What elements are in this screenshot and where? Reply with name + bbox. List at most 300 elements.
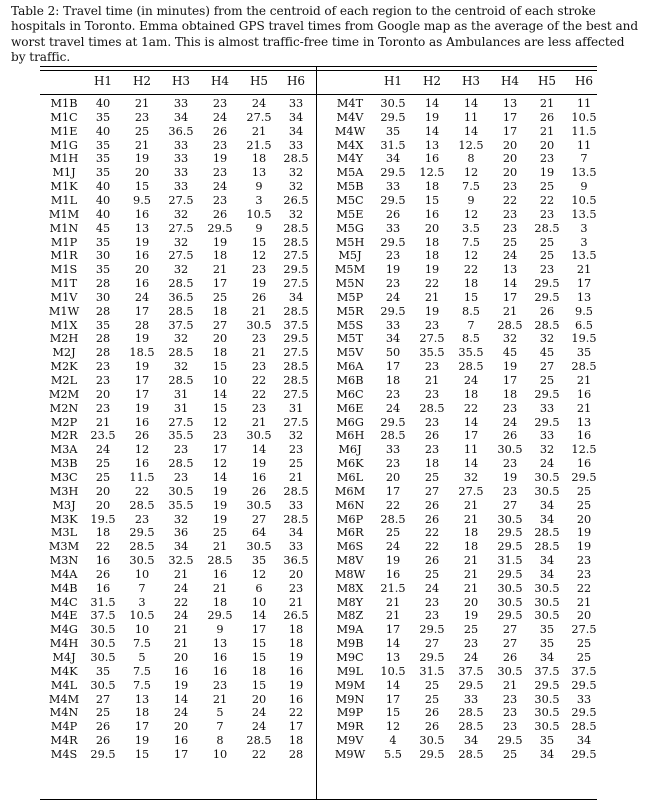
travel-time-cell: 31.5	[419, 664, 445, 678]
travel-time-cell: 37.5	[571, 664, 597, 678]
travel-time-cell: 29.5	[571, 678, 597, 692]
travel-time-cell: 9	[467, 193, 475, 207]
travel-time-cell: 13	[576, 415, 592, 429]
table-row	[40, 388, 597, 402]
travel-time-cell: 23	[502, 221, 518, 235]
travel-time-cell: 14	[212, 470, 228, 484]
travel-time-cell: 25	[95, 706, 111, 720]
table-row	[40, 416, 597, 430]
header-right-h3: H3	[461, 74, 481, 88]
table-row	[40, 305, 597, 319]
travel-time-cell: 23	[385, 277, 401, 291]
travel-time-cell: 23	[502, 207, 518, 221]
travel-time-cell: 37.5	[90, 609, 116, 623]
travel-time-cell: 24	[173, 609, 189, 623]
travel-time-cell: 29.5	[534, 387, 560, 401]
region-code-cell: M1E	[50, 124, 78, 138]
travel-time-cell: 19	[212, 498, 228, 512]
travel-time-cell: 7.5	[133, 664, 151, 678]
region-code-cell: M6K	[336, 457, 364, 471]
travel-time-cell: 22	[463, 263, 479, 277]
travel-time-cell: 24	[173, 581, 189, 595]
travel-time-cell: 33	[385, 180, 401, 194]
travel-time-cell: 22	[424, 540, 440, 554]
region-code-cell: M3N	[49, 554, 79, 568]
travel-time-cell: 30	[95, 249, 111, 263]
travel-time-cell: 29.5	[534, 415, 560, 429]
travel-time-cell: 28	[288, 747, 304, 761]
travel-time-cell: 20	[385, 470, 401, 484]
travel-time-cell: 24	[251, 720, 267, 734]
travel-time-cell: 13	[576, 290, 592, 304]
travel-time-cell: 45	[539, 346, 555, 360]
travel-time-cell: 10	[212, 747, 228, 761]
travel-time-cell: 11	[576, 138, 592, 152]
travel-time-cell: 32	[173, 207, 189, 221]
travel-time-cell: 25	[539, 249, 555, 263]
travel-time-cell: 30.5	[90, 637, 116, 651]
table-row	[40, 513, 597, 527]
travel-time-cell: 23	[212, 193, 228, 207]
travel-time-cell: 18	[212, 346, 228, 360]
travel-time-cell: 33	[288, 97, 304, 110]
table-row	[40, 471, 597, 485]
travel-time-cell: 23	[502, 401, 518, 415]
travel-time-cell: 7	[216, 720, 224, 734]
travel-time-cell: 15	[251, 637, 267, 651]
travel-time-cell: 29.5	[497, 734, 523, 748]
table-row	[40, 609, 597, 623]
travel-time-cell: 27	[424, 637, 440, 651]
travel-time-cell: 40	[95, 124, 111, 138]
region-code-cell: M1M	[48, 207, 80, 221]
travel-time-cell: 13	[385, 651, 401, 664]
travel-time-cell: 14	[463, 457, 479, 471]
travel-time-cell: 28.5	[283, 512, 309, 526]
region-code-cell: M3J	[52, 498, 76, 512]
travel-time-cell: 10.5	[129, 609, 155, 623]
travel-time-cell: 16	[134, 457, 150, 471]
table-row	[40, 180, 597, 194]
travel-time-cell: 18	[95, 526, 111, 540]
region-code-cell: M4M	[48, 692, 80, 706]
travel-time-cell: 17	[134, 387, 150, 401]
travel-time-cell: 18	[251, 664, 267, 678]
travel-time-cell: 16	[134, 207, 150, 221]
table-row	[40, 734, 597, 748]
travel-time-cell: 21	[502, 304, 518, 318]
travel-time-cell: 16	[576, 457, 592, 471]
travel-time-cell: 23	[251, 263, 267, 277]
travel-time-cell: 16	[212, 664, 228, 678]
travel-time-cell: 33	[539, 401, 555, 415]
travel-time-cell: 21	[251, 124, 267, 138]
travel-time-cell: 15	[385, 706, 401, 720]
travel-time-cell: 22	[502, 193, 518, 207]
travel-time-cell: 13	[502, 97, 518, 110]
region-code-cell: M1G	[50, 138, 78, 152]
travel-time-cell: 27.5	[168, 415, 194, 429]
region-code-cell: M4S	[50, 747, 78, 761]
travel-time-cell: 20	[576, 609, 592, 623]
travel-time-cell: 19	[288, 651, 304, 664]
travel-time-cell: 24	[385, 540, 401, 554]
travel-time-cell: 17	[385, 484, 401, 498]
region-code-cell: M8V	[336, 554, 364, 568]
travel-time-cell: 29.5	[207, 221, 233, 235]
travel-time-cell: 26	[424, 706, 440, 720]
travel-time-cell: 29.5	[419, 623, 445, 637]
travel-time-cell: 28.5	[458, 706, 484, 720]
travel-time-cell: 15	[251, 651, 267, 664]
travel-time-cell: 21	[424, 374, 440, 387]
travel-time-cell: 26	[95, 734, 111, 748]
travel-time-cell: 23	[424, 415, 440, 429]
travel-time-cell: 24	[424, 581, 440, 595]
travel-time-cell: 15	[251, 678, 267, 692]
travel-time-cell: 26	[502, 429, 518, 443]
travel-time-cell: 18	[463, 540, 479, 554]
region-code-cell: M5H	[335, 235, 365, 249]
travel-time-cell: 26	[424, 720, 440, 734]
travel-time-cell: 21	[173, 567, 189, 581]
travel-time-cell: 25	[463, 623, 479, 637]
travel-time-cell: 20	[173, 720, 189, 734]
travel-time-cell: 15	[463, 290, 479, 304]
travel-time-cell: 13.5	[571, 166, 597, 180]
travel-time-cell: 28	[95, 304, 111, 318]
travel-time-cell: 23	[173, 443, 189, 457]
travel-time-cell: 34	[539, 567, 555, 581]
region-code-cell: M4V	[336, 110, 364, 124]
travel-time-cell: 15	[134, 747, 150, 761]
travel-time-cell: 18	[288, 637, 304, 651]
travel-time-cell: 10.5	[571, 193, 597, 207]
travel-time-cell: 19	[212, 152, 228, 166]
travel-time-cell: 32	[288, 180, 304, 194]
travel-time-cell: 30.5	[380, 97, 406, 110]
table-row	[40, 194, 597, 208]
travel-time-cell: 18	[288, 734, 304, 748]
travel-time-cell: 27	[502, 498, 518, 512]
travel-time-cell: 31	[173, 387, 189, 401]
travel-time-cell: 23	[212, 678, 228, 692]
travel-time-cell: 16	[288, 664, 304, 678]
region-code-cell: M1J	[52, 166, 76, 180]
travel-time-cell: 28.5	[380, 429, 406, 443]
travel-time-cell: 30.5	[129, 554, 155, 568]
region-code-cell: M4H	[49, 637, 79, 651]
travel-time-cell: 35	[251, 554, 267, 568]
travel-time-cell: 23	[539, 207, 555, 221]
travel-time-cell: 24	[173, 706, 189, 720]
region-code-cell: M6P	[336, 512, 364, 526]
table-row	[40, 222, 597, 236]
travel-time-cell: 33	[288, 540, 304, 554]
region-code-cell: M6J	[338, 443, 362, 457]
travel-time-cell: 27.5	[283, 346, 309, 360]
travel-time-cell: 21.5	[380, 581, 406, 595]
travel-time-cell: 13	[134, 221, 150, 235]
travel-time-cell: 64	[251, 526, 267, 540]
travel-time-cell: 29.5	[380, 110, 406, 124]
region-code-cell: M4W	[334, 124, 366, 138]
travel-time-cell: 26	[212, 124, 228, 138]
table-row	[40, 429, 597, 443]
travel-time-cell: 18	[463, 387, 479, 401]
travel-time-cell: 21	[288, 595, 304, 609]
travel-time-cell: 23	[502, 692, 518, 706]
travel-time-cell: 25	[95, 457, 111, 471]
travel-time-cell: 23	[95, 360, 111, 374]
travel-time-cell: 23	[212, 429, 228, 443]
travel-time-cell: 16	[212, 567, 228, 581]
travel-time-cell: 21	[424, 290, 440, 304]
travel-time-cell: 18	[424, 235, 440, 249]
travel-time-cell: 23	[385, 249, 401, 263]
travel-time-cell: 14	[463, 97, 479, 110]
travel-time-cell: 18	[385, 374, 401, 387]
travel-time-cell: 12	[212, 457, 228, 471]
region-code-cell: M9A	[336, 623, 364, 637]
travel-time-cell: 18	[212, 304, 228, 318]
travel-time-cell: 7	[467, 318, 475, 332]
travel-time-cell: 3	[138, 595, 146, 609]
travel-time-cell: 18	[212, 249, 228, 263]
travel-time-cell: 10	[134, 567, 150, 581]
travel-time-cell: 25	[424, 567, 440, 581]
travel-time-cell: 45	[95, 221, 111, 235]
region-code-cell: M6B	[336, 374, 364, 387]
travel-time-cell: 33	[463, 692, 479, 706]
header-left-h1: H1	[93, 74, 113, 88]
travel-time-cell: 16	[212, 651, 228, 664]
travel-time-cell: 30.5	[534, 706, 560, 720]
travel-time-cell: 35.5	[168, 498, 194, 512]
table-row	[40, 332, 597, 346]
table-row	[40, 499, 597, 513]
travel-time-cell: 30.5	[419, 734, 445, 748]
region-code-cell: M4G	[50, 623, 78, 637]
travel-time-cell: 34	[173, 110, 189, 124]
travel-time-cell: 30.5	[90, 623, 116, 637]
travel-time-cell: 25	[212, 526, 228, 540]
travel-time-cell: 19	[385, 263, 401, 277]
travel-time-cell: 32	[173, 332, 189, 346]
travel-time-cell: 11	[576, 97, 592, 110]
region-code-cell: M1R	[50, 249, 78, 263]
region-code-cell: M3M	[48, 540, 80, 554]
region-code-cell: M1S	[50, 263, 78, 277]
travel-time-cell: 7.5	[462, 235, 480, 249]
travel-time-cell: 23	[95, 401, 111, 415]
region-code-cell: M6A	[336, 360, 364, 374]
travel-time-cell: 13	[134, 692, 150, 706]
travel-time-cell: 17	[134, 720, 150, 734]
travel-time-cell: 30.5	[534, 595, 560, 609]
travel-time-cell: 28.5	[458, 720, 484, 734]
travel-time-cell: 28.5	[283, 374, 309, 387]
travel-time-cell: 28.5	[168, 277, 194, 291]
travel-time-cell: 21	[251, 346, 267, 360]
travel-time-cell: 14	[385, 637, 401, 651]
travel-time-cell: 23	[173, 470, 189, 484]
travel-time-cell: 34	[385, 152, 401, 166]
region-code-cell: M1L	[50, 193, 78, 207]
travel-time-cell: 27.5	[419, 332, 445, 346]
travel-time-cell: 21	[463, 567, 479, 581]
travel-time-cell: 23	[424, 360, 440, 374]
travel-time-cell: 25	[288, 457, 304, 471]
travel-time-cell: 12	[251, 249, 267, 263]
travel-time-cell: 32.5	[168, 554, 194, 568]
travel-time-cell: 24	[502, 249, 518, 263]
travel-time-cell: 18	[463, 277, 479, 291]
travel-time-cell: 26	[539, 304, 555, 318]
travel-time-cell: 12	[463, 207, 479, 221]
travel-time-cell: 34	[463, 734, 479, 748]
travel-time-cell: 17	[385, 360, 401, 374]
travel-time-cell: 23	[251, 360, 267, 374]
travel-time-cell: 4	[389, 734, 397, 748]
travel-time-cell: 22	[385, 498, 401, 512]
travel-time-cell: 20	[212, 332, 228, 346]
travel-time-cell: 24	[251, 97, 267, 110]
travel-time-cell: 6	[255, 581, 263, 595]
travel-time-cell: 29.5	[571, 706, 597, 720]
travel-time-cell: 20	[502, 166, 518, 180]
table-row	[40, 236, 597, 250]
region-code-cell: M5G	[336, 221, 364, 235]
travel-time-cell: 25	[576, 651, 592, 664]
travel-time-cell: 35	[95, 664, 111, 678]
travel-time-cell: 21	[539, 97, 555, 110]
travel-time-cell: 30.5	[246, 540, 272, 554]
travel-time-cell: 15	[212, 360, 228, 374]
travel-time-cell: 15	[134, 180, 150, 194]
travel-time-cell: 23	[212, 166, 228, 180]
travel-time-cell: 21	[251, 415, 267, 429]
travel-time-cell: 28.5	[419, 401, 445, 415]
travel-time-cell: 28.5	[283, 235, 309, 249]
travel-time-cell: 21	[134, 97, 150, 110]
travel-time-cell: 19	[134, 401, 150, 415]
travel-time-cell: 15	[212, 401, 228, 415]
travel-time-cell: 23	[385, 387, 401, 401]
travel-time-cell: 26	[134, 429, 150, 443]
travel-time-cell: 26	[212, 207, 228, 221]
travel-time-cell: 23	[502, 457, 518, 471]
table-row	[40, 111, 597, 125]
travel-time-cell: 25	[385, 526, 401, 540]
travel-time-cell: 19	[212, 512, 228, 526]
travel-time-cell: 25	[424, 678, 440, 692]
travel-time-cell: 28.5	[283, 484, 309, 498]
table-row	[40, 374, 597, 388]
travel-time-cell: 29.5	[283, 332, 309, 346]
travel-time-cell: 26	[424, 498, 440, 512]
travel-time-cell: 3	[580, 221, 588, 235]
travel-time-cell: 36	[173, 526, 189, 540]
travel-time-cell: 33	[288, 138, 304, 152]
travel-time-cell: 21	[576, 595, 592, 609]
travel-time-cell: 19	[424, 263, 440, 277]
travel-time-cell: 17	[576, 277, 592, 291]
travel-time-cell: 23	[502, 180, 518, 194]
travel-time-cell: 7	[138, 581, 146, 595]
travel-time-cell: 21	[463, 554, 479, 568]
travel-time-cell: 27	[212, 318, 228, 332]
travel-time-cell: 19	[576, 540, 592, 554]
header-right-h5: H5	[537, 74, 557, 88]
header-left-h2: H2	[132, 74, 152, 88]
region-code-cell: M2M	[48, 387, 80, 401]
region-code-cell: M4B	[50, 581, 78, 595]
travel-time-cell: 23	[424, 609, 440, 623]
travel-time-cell: 13	[212, 637, 228, 651]
travel-time-cell: 40	[95, 180, 111, 194]
travel-time-cell: 13	[424, 138, 440, 152]
travel-time-cell: 31	[288, 401, 304, 415]
travel-time-cell: 29.5	[380, 304, 406, 318]
region-code-cell: M9W	[334, 747, 366, 761]
header-left-h6: H6	[286, 74, 306, 88]
travel-time-cell: 28.5	[534, 526, 560, 540]
travel-time-cell: 12.5	[458, 138, 484, 152]
travel-time-cell: 24	[539, 457, 555, 471]
travel-time-cell: 24	[251, 706, 267, 720]
travel-time-cell: 28.5	[534, 221, 560, 235]
travel-time-cell: 8.5	[462, 332, 480, 346]
travel-time-cell: 20	[502, 152, 518, 166]
travel-time-cell: 32	[502, 332, 518, 346]
travel-time-cell: 22	[424, 526, 440, 540]
travel-time-cell: 28	[134, 318, 150, 332]
region-code-cell: M6L	[336, 470, 364, 484]
travel-time-cell: 29.5	[380, 415, 406, 429]
travel-time-cell: 29.5	[497, 609, 523, 623]
travel-time-cell: 14	[502, 277, 518, 291]
region-code-cell: M4Y	[336, 152, 364, 166]
table-row	[40, 637, 597, 651]
travel-time-cell: 30.5	[497, 443, 523, 457]
travel-time-cell: 5.5	[384, 747, 402, 761]
travel-time-cell: 29.5	[380, 193, 406, 207]
travel-time-cell: 28.5	[571, 360, 597, 374]
travel-time-cell: 29.5	[90, 747, 116, 761]
travel-time-table	[40, 66, 597, 800]
region-code-cell: M2P	[50, 415, 78, 429]
travel-time-cell: 13	[251, 166, 267, 180]
travel-time-cell: 28.5	[168, 346, 194, 360]
travel-time-cell: 37.5	[458, 664, 484, 678]
region-code-cell: M2J	[52, 346, 76, 360]
travel-time-cell: 11	[463, 443, 479, 457]
travel-time-cell: 32	[288, 166, 304, 180]
travel-time-cell: 31	[173, 401, 189, 415]
travel-time-cell: 22	[463, 401, 479, 415]
table-row	[40, 263, 597, 277]
travel-time-cell: 15	[424, 193, 440, 207]
travel-time-cell: 13.5	[571, 207, 597, 221]
travel-time-cell: 21	[576, 401, 592, 415]
region-code-cell: M1B	[50, 97, 78, 110]
region-code-cell: M5P	[336, 290, 364, 304]
travel-time-cell: 13.5	[571, 249, 597, 263]
travel-time-cell: 20	[95, 498, 111, 512]
table-row	[40, 346, 597, 360]
travel-time-cell: 21	[95, 415, 111, 429]
